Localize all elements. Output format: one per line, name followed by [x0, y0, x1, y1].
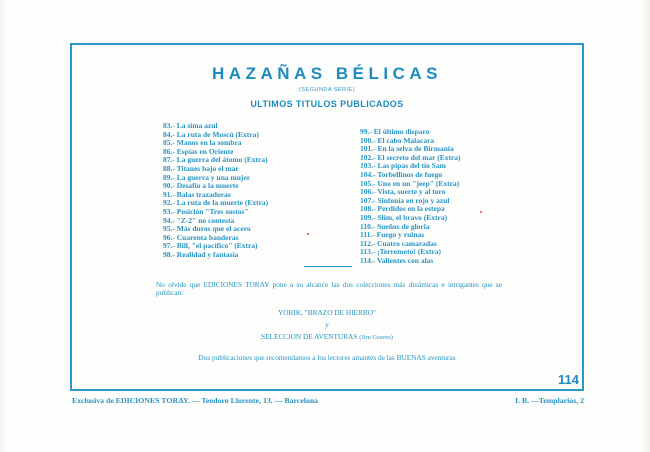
collection-two-name: SELECCION DE AVENTURAS — [261, 332, 358, 341]
list-item: 105.- Uno en un "jeep" (Extra) — [360, 178, 460, 188]
promo-notice: No olvide que EDICIONES TORAY pone a su alcance las dos colecciones más dinámicas e intrigantes que se publican: — [156, 280, 502, 298]
list-item: 98.- Realidad y fantasía — [163, 249, 239, 259]
divider — [304, 266, 352, 267]
list-item: 107.- Sinfonía en rojo y azul — [360, 195, 450, 205]
collection-two — [72, 332, 582, 341]
list-item: 93.- Posición "Tres sustos" — [163, 206, 249, 216]
list-item: 111.- Fuego y ruinas — [360, 230, 425, 240]
list-item: 83.- La sima azul — [163, 121, 218, 130]
titles-list-right — [360, 128, 461, 266]
list-item: 88.- Titanes bajo el mar — [163, 163, 239, 173]
series-title: HAZAÑAS BÉLICAS — [212, 64, 442, 83]
ink-speck — [480, 211, 482, 213]
titles-list-left — [163, 122, 268, 260]
list-item: 113.- ¡Terremoto! (Extra) — [360, 247, 442, 257]
list-item: 87.- La guerra del átomo (Extra) — [163, 155, 268, 165]
list-item: 94.- "Z-2" no contesta — [163, 215, 235, 225]
list-item: 104.- Torbellinos de fuego — [360, 169, 443, 179]
list-item: 92.- La ruta de la muerte (Extra) — [163, 198, 269, 208]
list-item: 112.- Cuatro camaradas — [360, 238, 437, 248]
list-item: 96.- Cuarenta banderas — [163, 232, 239, 242]
back-cover-frame — [70, 43, 584, 391]
ink-speck — [307, 233, 309, 235]
list-item: 84.- La ruta de Moscú (Extra) — [163, 129, 259, 139]
list-item: 89.- La guerra y una mujer — [163, 172, 251, 182]
list-item: 86.- Espías en Oriente — [163, 146, 234, 156]
collection-one: YORIK, "BRAZO DE HIERRO" — [278, 308, 376, 317]
list-item: 90.- Desafío a la muerte — [163, 181, 239, 191]
list-item: 106.- Vista, suerte y al toro — [360, 187, 446, 197]
list-item: 101.- En la selva de Birmania — [360, 144, 454, 154]
list-item: 108.- Perdidos en la estepa — [360, 204, 445, 214]
list-item: 99.- El último disparo — [360, 127, 430, 136]
list-item: 109.- Slim, el bravo (Extra) — [360, 212, 448, 222]
list-item: 100.- El cabo Malacara — [360, 135, 435, 145]
list-item: 85.- Manos en la sombra — [163, 138, 242, 148]
recommend-line: Dos publicaciones que recomendamos a los lectores amantes de las BUENAS aventuras — [198, 353, 456, 362]
publisher-imprint: Exclusiva de EDICIONES TORAY. — Teodoro Llorente, 13. — Barcelona — [72, 396, 319, 405]
list-item: 91.- Balas trazadoras — [163, 189, 231, 199]
list-heading: ULTIMOS TITULOS PUBLICADOS — [250, 99, 404, 109]
list-item: 110.- Sueños de gloria — [360, 221, 430, 231]
printer-imprint: I. B. —Templarios, 2 — [514, 396, 584, 405]
collection-two-note: (Jim Graves) — [359, 334, 393, 341]
list-item: 95.- Más duros que el acero — [163, 224, 251, 234]
series-subtitle: (SEGUNDA SERIE) — [298, 87, 356, 93]
collection-conjunction: y — [325, 320, 329, 329]
list-item: 102.- El secreto del mar (Extra) — [360, 152, 461, 162]
list-item: 103.- Las pipas del tío Sam — [360, 161, 446, 171]
issue-number: 114 — [558, 372, 579, 387]
list-item: 114.- Valientes con alas — [360, 255, 434, 265]
list-item: 97.- Bill, "el pacífico" (Extra) — [163, 241, 258, 251]
